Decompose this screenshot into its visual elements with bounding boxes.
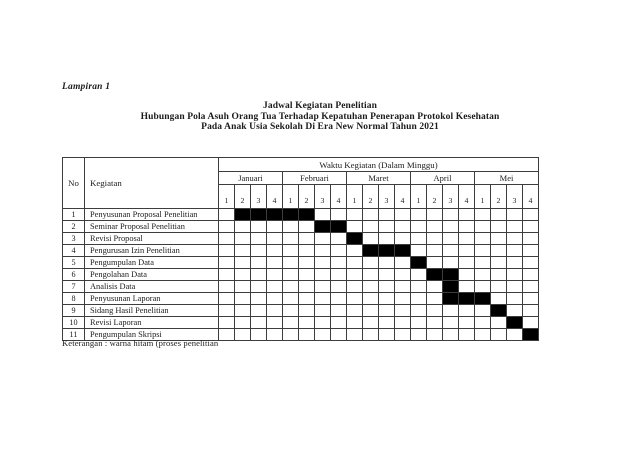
week-cell [523, 317, 539, 329]
week-cell [299, 317, 315, 329]
schedule-gantt-table [62, 157, 539, 341]
week-cell [283, 317, 299, 329]
week-cell [379, 269, 395, 281]
week-cell [235, 305, 251, 317]
week-cell [363, 269, 379, 281]
week-number-cell: 3 [315, 185, 331, 209]
week-number-cell: 2 [299, 185, 315, 209]
month-header: Mei [475, 172, 539, 185]
week-cell [299, 305, 315, 317]
week-cell [491, 269, 507, 281]
week-cell [523, 245, 539, 257]
week-cell [315, 233, 331, 245]
week-cell-filled [443, 281, 459, 293]
week-cell [347, 317, 363, 329]
row-label-cell: Pengurusan Izin Penelitian [85, 245, 219, 257]
week-cell [507, 329, 523, 341]
week-cell [347, 305, 363, 317]
week-cell [283, 293, 299, 305]
week-cell [507, 209, 523, 221]
week-cell [283, 233, 299, 245]
month-header: Maret [347, 172, 411, 185]
week-cell [411, 293, 427, 305]
week-cell [523, 281, 539, 293]
gantt-row [63, 317, 539, 329]
week-cell [507, 221, 523, 233]
week-cell [459, 329, 475, 341]
week-cell [235, 281, 251, 293]
row-label-cell: Sidang Hasil Penelitian [85, 305, 219, 317]
week-cell [427, 293, 443, 305]
week-cell [411, 281, 427, 293]
row-no-cell: 3 [63, 233, 85, 245]
week-cell [267, 257, 283, 269]
week-cell [363, 317, 379, 329]
week-cell [395, 233, 411, 245]
week-cell [459, 317, 475, 329]
row-no-cell: 11 [63, 329, 85, 341]
week-cell [251, 245, 267, 257]
lampiran-label: Lampiran 1 [62, 82, 111, 92]
week-number-cell: 2 [363, 185, 379, 209]
week-cell [315, 269, 331, 281]
week-cell [331, 305, 347, 317]
week-cell [379, 221, 395, 233]
week-cell [491, 245, 507, 257]
week-number-cell: 1 [347, 185, 363, 209]
week-cell-filled [347, 233, 363, 245]
row-label-cell: Penyusunan Laporan [85, 293, 219, 305]
row-no-cell: 5 [63, 257, 85, 269]
week-cell [331, 209, 347, 221]
row-label-cell: Pengumpulan Data [85, 257, 219, 269]
week-cell-filled [475, 293, 491, 305]
week-cell [523, 257, 539, 269]
week-cell [379, 233, 395, 245]
week-cell [443, 245, 459, 257]
week-cell [363, 281, 379, 293]
week-cell-filled [283, 209, 299, 221]
week-number-cell: 4 [267, 185, 283, 209]
month-header: Januari [219, 172, 283, 185]
week-cell [235, 245, 251, 257]
week-cell [379, 293, 395, 305]
week-number-cell: 3 [379, 185, 395, 209]
week-cell [219, 329, 235, 341]
week-cell [347, 221, 363, 233]
week-number-cell: 1 [475, 185, 491, 209]
week-cell [475, 305, 491, 317]
week-cell [491, 329, 507, 341]
week-cell [347, 281, 363, 293]
week-cell [363, 209, 379, 221]
week-cell [267, 281, 283, 293]
week-cell [251, 329, 267, 341]
week-number-cell: 1 [219, 185, 235, 209]
month-header: Februari [283, 172, 347, 185]
week-cell [411, 233, 427, 245]
week-cell [443, 329, 459, 341]
week-cell [427, 317, 443, 329]
week-cell [459, 245, 475, 257]
month-header: April [411, 172, 475, 185]
page-subtitle-2: Pada Anak Usia Sekolah Di Era New Normal Tahun 2021 [201, 122, 439, 132]
week-number-cell: 1 [411, 185, 427, 209]
week-cell [523, 269, 539, 281]
week-cell [267, 233, 283, 245]
row-no-cell: 8 [63, 293, 85, 305]
week-cell [523, 293, 539, 305]
week-cell-filled [443, 293, 459, 305]
week-cell [395, 305, 411, 317]
week-cell [363, 329, 379, 341]
week-cell [251, 233, 267, 245]
week-cell [251, 269, 267, 281]
week-number-cell: 3 [443, 185, 459, 209]
week-cell [251, 293, 267, 305]
week-number-cell: 4 [331, 185, 347, 209]
week-cell [283, 245, 299, 257]
week-number-cell: 4 [459, 185, 475, 209]
week-cell [315, 257, 331, 269]
week-cell [299, 293, 315, 305]
week-cell [267, 317, 283, 329]
week-number-cell: 3 [507, 185, 523, 209]
week-cell-filled [395, 245, 411, 257]
week-cell [427, 281, 443, 293]
week-number-cell: 3 [251, 185, 267, 209]
week-cell [299, 257, 315, 269]
row-label-cell: Analisis Data [85, 281, 219, 293]
week-cell [267, 329, 283, 341]
week-cell [299, 245, 315, 257]
page-title: Jadwal Kegiatan Penelitian [263, 101, 377, 111]
week-cell [379, 317, 395, 329]
week-cell [347, 257, 363, 269]
week-cell [459, 305, 475, 317]
week-cell-filled [235, 209, 251, 221]
week-cell-filled [491, 305, 507, 317]
week-cell [379, 305, 395, 317]
week-number-cell: 4 [395, 185, 411, 209]
gantt-row [63, 221, 539, 233]
week-cell [411, 317, 427, 329]
week-cell [443, 233, 459, 245]
week-cell [283, 329, 299, 341]
week-cell [379, 329, 395, 341]
week-cell [347, 329, 363, 341]
week-cell [427, 221, 443, 233]
week-cell [443, 305, 459, 317]
row-no-cell: 7 [63, 281, 85, 293]
week-cell [491, 221, 507, 233]
week-cell [507, 305, 523, 317]
week-cell [331, 293, 347, 305]
row-no-cell: 1 [63, 209, 85, 221]
week-cell [219, 221, 235, 233]
gantt-row [63, 257, 539, 269]
week-cell [507, 281, 523, 293]
week-cell [411, 221, 427, 233]
week-cell [235, 233, 251, 245]
week-cell [427, 245, 443, 257]
week-cell-filled [299, 209, 315, 221]
week-cell [395, 257, 411, 269]
week-cell [299, 221, 315, 233]
week-cell [475, 269, 491, 281]
row-label-cell: Revisi Proposal [85, 233, 219, 245]
week-cell [427, 257, 443, 269]
week-cell [363, 257, 379, 269]
row-label-cell: Pengumpulan Skripsi [85, 329, 219, 341]
week-cell [219, 305, 235, 317]
title-block [0, 101, 640, 133]
week-cell [411, 305, 427, 317]
week-cell [507, 233, 523, 245]
row-label-cell: Seminar Proposal Penelitian [85, 221, 219, 233]
week-cell [411, 329, 427, 341]
week-cell [235, 269, 251, 281]
week-cell [251, 221, 267, 233]
week-cell [491, 281, 507, 293]
week-cell [331, 269, 347, 281]
week-cell [491, 257, 507, 269]
week-cell [315, 209, 331, 221]
week-cell-filled [459, 293, 475, 305]
week-cell [331, 245, 347, 257]
week-cell [363, 305, 379, 317]
week-cell [459, 281, 475, 293]
week-cell [523, 209, 539, 221]
week-cell [251, 305, 267, 317]
week-cell [491, 317, 507, 329]
week-cell-filled [379, 245, 395, 257]
week-cell [379, 209, 395, 221]
week-cell [219, 269, 235, 281]
week-cell [219, 257, 235, 269]
week-cell [347, 245, 363, 257]
week-cell [251, 317, 267, 329]
week-cell [395, 209, 411, 221]
week-cell [475, 209, 491, 221]
week-cell [459, 221, 475, 233]
week-cell [347, 293, 363, 305]
week-cell [395, 281, 411, 293]
week-cell [427, 305, 443, 317]
week-cell [443, 209, 459, 221]
week-cell-filled [331, 221, 347, 233]
column-header-kegiatan: Kegiatan [85, 158, 219, 209]
week-cell [267, 221, 283, 233]
row-no-cell: 9 [63, 305, 85, 317]
week-cell [235, 221, 251, 233]
week-cell [315, 317, 331, 329]
week-cell [347, 209, 363, 221]
week-cell [363, 293, 379, 305]
gantt-row [63, 305, 539, 317]
week-cell [411, 209, 427, 221]
week-cell [395, 269, 411, 281]
row-no-cell: 4 [63, 245, 85, 257]
week-cell [507, 257, 523, 269]
week-cell-filled [267, 209, 283, 221]
week-cell [443, 257, 459, 269]
week-cell [267, 245, 283, 257]
gantt-row [63, 233, 539, 245]
week-cell [283, 305, 299, 317]
week-cell [315, 245, 331, 257]
gantt-row [63, 281, 539, 293]
week-cell [219, 281, 235, 293]
legend-note: Keterangan : warna hitam (proses penelitian [62, 338, 219, 348]
week-cell [475, 329, 491, 341]
week-cell [459, 209, 475, 221]
week-cell [283, 281, 299, 293]
week-cell-filled [507, 317, 523, 329]
week-cell [395, 317, 411, 329]
week-cell-filled [427, 269, 443, 281]
week-cell [331, 329, 347, 341]
week-cell [475, 245, 491, 257]
week-cell [491, 233, 507, 245]
week-cell [459, 233, 475, 245]
week-cell [315, 293, 331, 305]
week-number-cell: 1 [283, 185, 299, 209]
row-no-cell: 6 [63, 269, 85, 281]
week-cell-filled [523, 329, 539, 341]
week-cell [331, 281, 347, 293]
row-label-cell: Penyusunan Proposal Penelitian [85, 209, 219, 221]
week-cell [523, 305, 539, 317]
week-number-cell: 2 [427, 185, 443, 209]
row-label-cell: Revisi Laporan [85, 317, 219, 329]
week-cell [395, 221, 411, 233]
week-cell [491, 293, 507, 305]
row-no-cell: 10 [63, 317, 85, 329]
week-cell-filled [443, 269, 459, 281]
week-cell [347, 269, 363, 281]
week-cell-filled [315, 221, 331, 233]
week-cell [379, 281, 395, 293]
week-cell [395, 329, 411, 341]
week-cell [235, 257, 251, 269]
week-cell [523, 233, 539, 245]
week-cell [363, 221, 379, 233]
week-cell [475, 257, 491, 269]
week-cell [443, 221, 459, 233]
week-cell [251, 257, 267, 269]
week-cell [299, 329, 315, 341]
week-cell [251, 281, 267, 293]
week-cell [427, 233, 443, 245]
week-cell [299, 269, 315, 281]
week-cell [363, 233, 379, 245]
row-label-cell: Pengolahan Data [85, 269, 219, 281]
week-cell [315, 305, 331, 317]
gantt-row [63, 209, 539, 221]
week-cell [315, 281, 331, 293]
header-row-time [63, 158, 539, 172]
week-cell [219, 245, 235, 257]
row-no-cell: 2 [63, 221, 85, 233]
week-cell [235, 317, 251, 329]
gantt-row [63, 293, 539, 305]
week-cell [219, 209, 235, 221]
week-cell [475, 233, 491, 245]
week-cell [315, 329, 331, 341]
week-cell [283, 221, 299, 233]
week-cell [523, 221, 539, 233]
week-cell-filled [363, 245, 379, 257]
week-cell [427, 209, 443, 221]
week-number-cell: 2 [491, 185, 507, 209]
week-cell [267, 269, 283, 281]
column-header-no: No [63, 158, 85, 209]
week-cell [427, 329, 443, 341]
week-cell [283, 257, 299, 269]
week-cell [491, 209, 507, 221]
week-number-cell: 4 [523, 185, 539, 209]
week-cell [443, 317, 459, 329]
week-cell [219, 293, 235, 305]
week-cell [299, 233, 315, 245]
week-cell [507, 293, 523, 305]
week-cell-filled [411, 257, 427, 269]
week-cell [235, 329, 251, 341]
week-cell [379, 257, 395, 269]
week-cell [235, 293, 251, 305]
week-cell [219, 317, 235, 329]
week-cell-filled [251, 209, 267, 221]
gantt-row [63, 245, 539, 257]
week-cell [299, 281, 315, 293]
week-cell [507, 269, 523, 281]
week-cell [459, 269, 475, 281]
week-cell [267, 305, 283, 317]
week-number-cell: 2 [235, 185, 251, 209]
week-cell [331, 317, 347, 329]
week-cell [411, 245, 427, 257]
week-cell [283, 269, 299, 281]
column-header-time: Waktu Kegiatan (Dalam Minggu) [219, 158, 539, 172]
gantt-row [63, 269, 539, 281]
week-cell [475, 317, 491, 329]
week-cell [267, 293, 283, 305]
week-cell [395, 293, 411, 305]
week-cell [459, 257, 475, 269]
week-cell [475, 281, 491, 293]
page-subtitle-1: Hubungan Pola Asuh Orang Tua Terhadap Kepatuhan Penerapan Protokol Kesehatan [140, 111, 500, 122]
week-cell [331, 257, 347, 269]
week-cell [331, 233, 347, 245]
week-cell [507, 245, 523, 257]
week-cell [411, 269, 427, 281]
week-cell [475, 221, 491, 233]
week-cell [219, 233, 235, 245]
